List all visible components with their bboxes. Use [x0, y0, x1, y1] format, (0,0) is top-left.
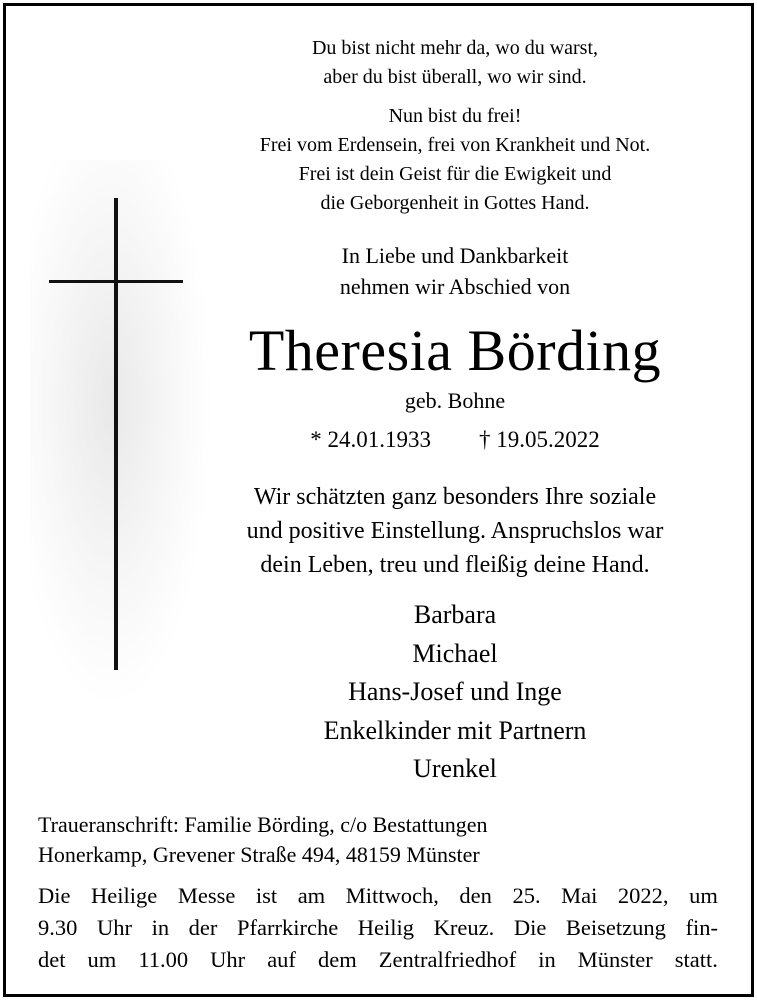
mass-word: Die [38, 883, 71, 908]
mass-word: 9.30 [38, 915, 78, 940]
mourner-name: Barbara [413, 600, 497, 629]
verse-line: aber du bist überall, wo wir sind. [323, 66, 587, 88]
second-verse [190, 102, 720, 218]
deceased-name: Theresia Börding [248, 318, 662, 383]
tribute-line: dein Leben, treu und fleißig deine Hand. [260, 552, 650, 578]
farewell-intro [190, 240, 720, 302]
mass-line [38, 944, 718, 976]
tribute-line: und positive Einstellung. Anspruchslos war [246, 518, 664, 544]
mass-word: det [38, 947, 66, 972]
funeral-mass-notice [38, 880, 718, 976]
mass-word: um [689, 883, 718, 908]
tribute-text [190, 480, 720, 582]
cross-illustration [30, 160, 210, 700]
address-line: Traueranschrift: Familie Börding, c/o Bestattungen [38, 812, 488, 837]
mass-word: den [459, 883, 492, 908]
mass-word: Mittwoch, [345, 883, 439, 908]
mourners-list [190, 596, 720, 789]
mourner-name: Urenkel [413, 754, 497, 783]
cross-icon [114, 198, 118, 670]
death-date: † 19.05.2022 [479, 427, 600, 452]
mass-word: Pfarrkirche [237, 915, 339, 940]
mass-word: Heilige [91, 883, 158, 908]
mass-word: am [297, 883, 326, 908]
tribute-line: Wir schätzten ganz besonders Ihre soziale [253, 484, 657, 510]
mass-word: fin- [685, 915, 718, 940]
mass-word: der [188, 915, 218, 940]
verse-line: Frei ist dein Geist für die Ewigkeit und [298, 163, 612, 185]
verse-line: Du bist nicht mehr da, wo du warst, [311, 37, 599, 59]
verse-line: Frei vom Erdensein, frei von Krankheit und Not. [259, 134, 651, 156]
mourning-address [38, 810, 728, 870]
mass-line [38, 912, 718, 944]
mass-word: um [87, 947, 117, 972]
life-dates [190, 424, 720, 456]
mass-word: Zentralfriedhof [378, 947, 517, 972]
verse-line: Nun bist du frei! [388, 105, 522, 127]
mass-word: Beisetzung [565, 915, 666, 940]
cross-beam [49, 280, 183, 283]
verse-line: die Geborgenheit in Gottes Hand. [320, 192, 590, 214]
mass-word: Uhr [96, 915, 132, 940]
mass-line [38, 880, 718, 912]
mass-word: statt. [674, 947, 718, 972]
mass-word: Die [513, 915, 547, 940]
mass-word: 2022, [617, 883, 669, 908]
address-line: Honerkamp, Grevener Straße 494, 48159 Münster [38, 842, 480, 867]
intro-line: nehmen wir Abschied von [339, 274, 571, 299]
opening-verse [190, 34, 720, 92]
mass-word: auf [267, 947, 296, 972]
mourner-name: Enkelkinder mit Partnern [323, 715, 587, 745]
mass-word: Heilig [357, 915, 415, 940]
mass-word: Münster [577, 947, 653, 972]
mass-word: 25. [512, 883, 541, 908]
mass-word: ist [255, 883, 278, 908]
mass-word: in [538, 947, 556, 972]
birth-date: * 24.01.1933 [310, 427, 431, 452]
maiden-name: geb. Bohne [404, 388, 506, 413]
intro-line: In Liebe und Dankbarkeit [341, 243, 569, 268]
mass-word: Kreuz. [433, 915, 495, 940]
mourner-name: Michael [412, 638, 498, 668]
mass-word: 11.00 [138, 947, 189, 972]
mass-word: Mai [561, 883, 598, 908]
mass-word: Uhr [210, 947, 246, 972]
mourner-name: Hans-Josef und Inge [348, 677, 562, 706]
cross-glow [30, 160, 210, 700]
mass-word: Messe [177, 883, 236, 908]
mass-word: dem [317, 947, 357, 972]
mass-word: in [151, 915, 170, 940]
